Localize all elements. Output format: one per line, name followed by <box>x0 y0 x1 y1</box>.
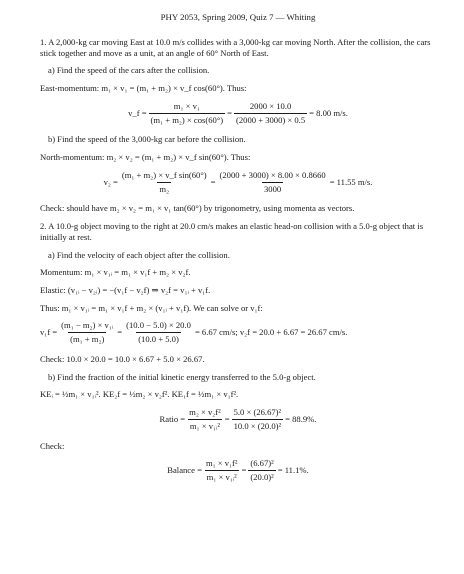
balance-den-symbolic: m₁ × v₁ᵢ² <box>206 472 237 483</box>
ratio-fraction-symbolic <box>187 407 223 431</box>
v2-den-symbolic: m₂ <box>159 183 170 194</box>
ratio-lhs: Ratio = <box>159 414 186 424</box>
v1f-fraction-numeric <box>124 320 193 344</box>
vf-den-symbolic: (m₁ + m₂) × cos(60°) <box>150 114 224 125</box>
q2-part-b-label: b) Find the fraction of the initial kinetic energy transferred to the 5.0-g object. <box>48 371 316 382</box>
kinetic-energy-line: KEᵢ = ½m₁ × v₁ᵢ². KE₂f = ½m₂ × v₂f². KE₁f = ½m₁ × v₁f². <box>40 389 239 400</box>
north-momentum-line: North-momentum: m₂ × v₂ = (m₁ + m₂) × v_f sin(60°). Thus: <box>40 152 251 163</box>
v1f-num-symbolic: (m₁ − m₂) × v₁ᵢ <box>61 320 114 331</box>
page-header: PHY 2053, Spring 2009, Quiz 7 — Whiting <box>160 12 316 22</box>
balance-equation: Balance = $\frac{\text{m₁ × v₁f²}}{\text{m₁ × v₁ᵢ²}}$ = $\frac{\text{(6.67)²}}{\text{(20.0)²}}$ = 11.1%. <box>167 458 309 483</box>
v2-fraction-numeric <box>217 170 327 194</box>
ratio-den-numeric: 10.0 × (20.0)² <box>233 420 282 431</box>
question-1-text: 1. A 2,000-kg car moving East at 10.0 m/s collides with a 3,000-kg car moving North. After the collision, the cars stick together and move as a unit, at an angle of 60° North of East. <box>40 36 431 58</box>
v2-den-numeric: 3000 <box>263 183 282 194</box>
ratio-equation: Ratio = $\frac{\text{m₂ × v₂f²}}{\text{m₁ × v₁ᵢ²}}$ = $\frac{\text{5.0 × (26.67)²}}{\text{10.0 × (20.0)²}}$ = 88.9%. <box>159 407 317 431</box>
v1f-den-numeric: (10.0 + 5.0) <box>138 334 179 345</box>
q2-check-line: Check: 10.0 × 20.0 = 10.0 × 6.67 + 5.0 × 26.67. <box>40 353 205 364</box>
q1-check-line: Check: should have m₂ × v₂ = m₁ × v₁ tan(60°) by trigonometry, using momenta as vectors. <box>40 203 355 214</box>
vf-den-numeric: (2000 + 3000) × 0.5 <box>236 114 306 125</box>
vf-result: = 8.00 m/s. <box>309 107 348 118</box>
v1f-result: = 6.67 cm/s; v₂f = 20.0 + 6.67 = 26.67 cm/s. <box>194 327 348 338</box>
v2-fraction-symbolic <box>120 170 209 194</box>
balance-num-numeric: (6.67)² <box>250 458 274 469</box>
ratio-den-symbolic: m₁ × v₁ᵢ² <box>189 420 220 431</box>
q1-part-a-label: a) Find the speed of the cars after the collision. <box>48 65 210 76</box>
v2-equation: v₂ = $\frac{\text{(m₁ + m₂) × v\_f sin(60°)}}{\text{m₂}}$ = $\frac{(2000 + 3000) \times 8.00 \times 0.8660}{3000}$ = 11.55 m/s. <box>103 169 373 194</box>
q2-check2-label: Check: <box>40 440 65 451</box>
v2-num-symbolic: (m₁ + m₂) × v_f sin(60°) <box>121 169 207 180</box>
v1f-lhs: v₁f = <box>40 327 58 338</box>
q1-part-b-label: b) Find the speed of the 3,000-kg car before the collision. <box>48 134 246 145</box>
ratio-result: = 88.9%. <box>285 414 317 424</box>
vf-num-numeric: 2000 × 10.0 <box>249 100 292 111</box>
balance-den-numeric: (20.0)² <box>250 472 274 483</box>
q2-part-a-label: a) Find the velocity of each object after the collision. <box>48 249 230 260</box>
v2-num-numeric: (2000 + 3000) × 8.00 × 0.8660 <box>219 169 326 180</box>
balance-num-symbolic: m₁ × v₁f² <box>205 458 238 469</box>
v1f-fraction-symbolic <box>59 320 115 344</box>
v2-lhs: v₂ = <box>103 176 118 187</box>
ratio-fraction-numeric <box>232 407 284 431</box>
vf-num-symbolic: m₁ × v₁ <box>173 100 200 111</box>
vf-lhs: v_f = <box>128 107 147 118</box>
question-2-text: 2. A 10.0-g object moving to the right at 20.0 cm/s makes an elastic head-on collision with a 5.0-g object that is initially at rest. <box>40 221 424 242</box>
balance-fraction-numeric <box>248 458 275 482</box>
vf-fraction-symbolic <box>149 101 226 125</box>
v1f-num-numeric: (10.0 − 5.0) × 20.0 <box>126 320 191 331</box>
elastic-line: Elastic: (v₁ᵢ − v₂ᵢ) = −(v₁f − v₂f) ⇒ v₂f = v₁ᵢ + v₁f. <box>40 285 211 295</box>
east-momentum-line: East-momentum: m₁ × v₁ = (m₁ + m₂) × v_f cos(60°). Thus: <box>40 83 247 94</box>
v1f-den-symbolic: (m₁ + m₂) <box>70 334 105 345</box>
v1f-equation: v₁f = $\frac{\text{(m₁ − m₂) × v₁ᵢ}}{\text{(m₁ + m₂)}}$ = $\frac{(10.0 - 5.0) \times 20.0}{(10.0 + 5.0)}$ = 6.67 cm/s; v₂f = 20.0 + 6.67 = 26.67 cm/s. <box>40 320 348 345</box>
balance-fraction-symbolic <box>204 458 240 482</box>
ratio-num-numeric: 5.0 × (26.67)² <box>233 407 282 418</box>
balance-result: = 11.1%. <box>277 465 309 476</box>
ratio-num-symbolic: m₂ × v₂f² <box>189 407 221 418</box>
v2-result: = 11.55 m/s. <box>329 176 373 187</box>
vf-equation: v_f = $\frac{\text{m₁ × v₁}}{\text{(m₁ + m₂) × cos(60°)}}$ = $\frac{2000 \times 10.0}{(2000 + 3000) \times 0.5}$ = 8.00 m/s. <box>128 100 348 125</box>
thus-line: Thus: m₁ × v₁ᵢ = m₁ × v₁f + m₂ × (v₁ᵢ + v₁f). We can solve or v₁f: <box>40 302 263 313</box>
momentum-line: Momentum: m₁ × v₁ᵢ = m₁ × v₁f + m₂ × v₂f. <box>40 267 191 278</box>
balance-lhs: Balance = <box>167 465 202 476</box>
vf-fraction-numeric <box>234 101 307 125</box>
